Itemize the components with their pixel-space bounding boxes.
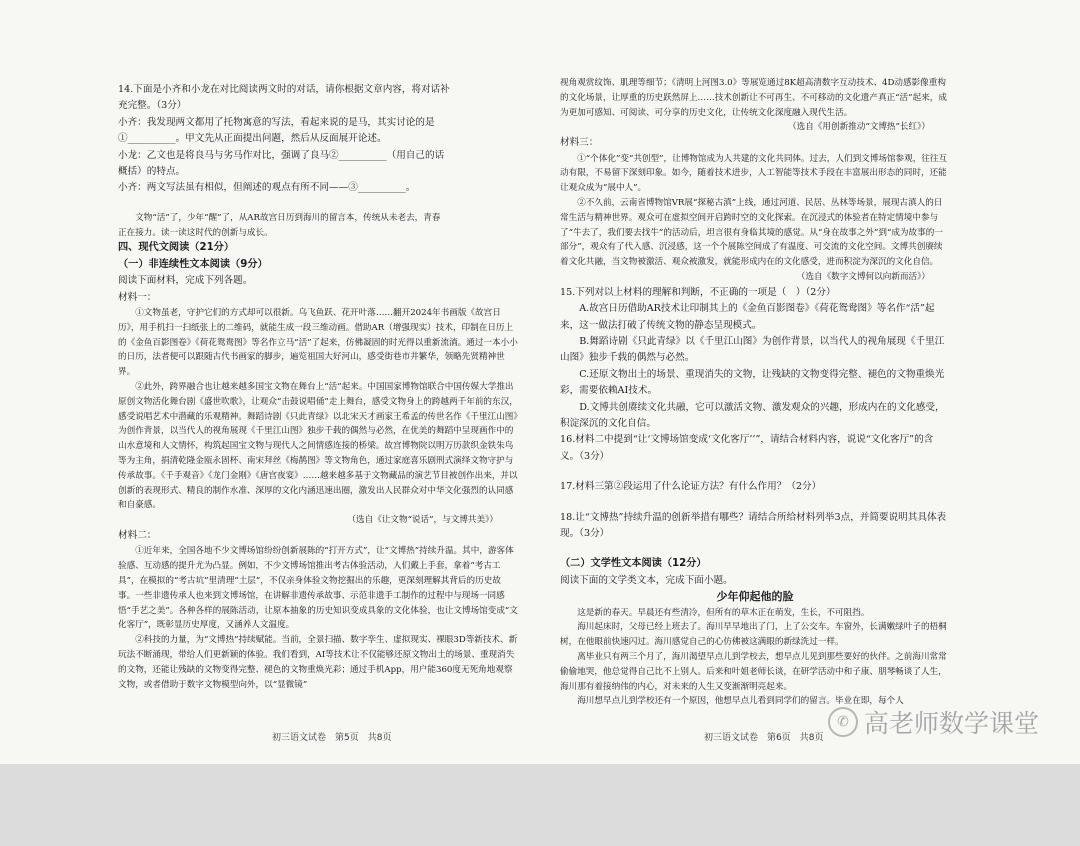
paragraph: ②科技的力量，为“文博热”持续赋能。当前，全景扫描、数字孪生、虚拟现实、裸眼3D等新技术、新玩法不断涌现，带给人们更新颖的体验。我们看到，AI等技术让不仅能够还原文物出土的场景、重现消失的文物，还能让残缺的文物变得完整、褪色的文物重焕光彩；通过手机App，用户能360度无死角地观察文物，或者借助于数字文物模型向外，以“显微镜”: [118, 635, 518, 690]
question-17: 17.材料三第②段运用了什么论证方法？有什么作用？（2分）: [560, 481, 822, 493]
q14-line: 小龙：乙文也是将良马与劣马作对比，强调了良马②__________（用自己的话: [118, 149, 445, 161]
material-3: [560, 152, 950, 285]
question-14: [118, 82, 518, 197]
q15-option: A.故宫日历借助AR技术让印制其上的《金鱼百影图卷》《荷花鸳鸯图》等名作“活”起来，这一做法打破了传统文物的静态呈现模式。: [560, 303, 935, 331]
section-intro: 文物“活”了，少年“醒”了，从AR故宫日历到海川的留言本，传统从未老去，青春 正在接力。读一读这时代的创新与成长。: [118, 212, 441, 238]
question-18: 18.让“文博热”持续升温的创新举措有哪些？请结合所给材料列举3点，并简要说明其具体表现。（3分）: [560, 511, 947, 540]
q14-line: 小齐：两文写法虽有相似，但阐述的观点有所不同——③__________。: [118, 182, 416, 194]
section-title: 四、现代文阅读（21分）: [118, 242, 235, 254]
paragraph: 视角观赏纹饰、肌理等细节；《清明上河图3.0》等展览通过8K超高清数字互动技术、4D动感影像重构的文化场景，让厚重的历史跃然屏上……技术创新让不可再生、不可移动的文化遗产真正“活”起来，成为更加可感知、可阅读、可分享的历史文化，让传统文化深度融入现代生活。: [560, 78, 947, 118]
material-title: 材料一：: [118, 291, 157, 303]
story-title: 少年仰起他的脸: [716, 590, 794, 604]
page-footer-left: 初三语文试卷 第5页 共8页: [272, 733, 392, 743]
watermark-text: 高老师数学课堂: [864, 709, 1040, 738]
q14-line: 14.下面是小齐和小龙在对比阅读两文时的对话，请你根据文章内容，将对话补: [118, 84, 450, 95]
material-1: [118, 306, 518, 528]
q15-option: D.文博共创赓续文化共融，它可以激活文物、激发观众的兴趣，形成内在的文化感受，积淀深沉的文化自信。: [560, 401, 945, 430]
paragraph: ①文物虽老，守护它们的方式却可以很新。乌飞鱼跃、花开叶落……翻开2024年书画版《故宫日历》，用手机扫一扫纸张上的二维码，就能生成一段三维动画。借助AR（增强现实）技术，印制在日历上的《金鱼百影图卷》《荷花鸳鸯图》等名作立马“活”了起来，仿佛凝固的时光得以重新流淌。通过一本小小的日历，法者便可以跟随古代书画家的脚步，遍览祖国大好河山，感受街巷市井繁华，领略先贤精神世界。: [118, 308, 518, 378]
q15-option: C.还原文物出土的场景、重现消失的文物，让残缺的文物变得完整、褪色的文物重焕光彩，需要依赖AI技术。: [560, 368, 945, 397]
watermark: [828, 700, 1068, 744]
question-16: 16.材料二中提到“让‘文博场馆变成‘文化客厅’’”，请结合材料内容，说说“文化客厅”的含义。（3分）: [560, 434, 934, 462]
material-title: 材料二：: [118, 530, 157, 542]
q14-line: 概括）的特点。: [118, 166, 186, 178]
source-note: （选自《用创新推动“文博热”长红》）: [788, 122, 930, 133]
paragraph: 海川想早点儿到学校还有一个原因，他想早点儿看到同学们的留言。毕业在即，每个人: [577, 696, 904, 707]
q14-line: ①__________。甲文先从正面提出问题，然后从反面展开论述。: [118, 133, 387, 145]
paragraph: 海川起床时，父母已经上班去了。海川早早地出了门，上了公交车。车窗外，长满嫩绿叶子的梧桐树，在他眼前快速闪过。海川感觉自己的心仿佛被这满眼的新绿洗过一样。: [560, 622, 947, 648]
wechat-logo-icon: ✆: [828, 707, 858, 737]
story-body: [560, 606, 950, 710]
q14-line: 小齐：我发现两文都用了托物寓意的写法，看起来说的是马，其实讨论的是: [118, 116, 435, 128]
instruction: 阅读下面材料，完成下列各题。: [118, 275, 253, 287]
paragraph: ①“个体化”变“共创型”，让博物馆成为人共建的文化共同体。过去，人们到文博场馆参观，往往互动有限，不易留下深刻印象。如今，随着技术进步，人工智能等技术手段在丰富展出形态的同时，还能让观众成为“展中人”。: [560, 153, 948, 194]
q15-stem: 15.下列对以上材料的理解和判断，不正确的一项是（ ）（2分）: [560, 286, 836, 298]
subsection-title: （一）非连续性文本阅读（9分）: [118, 258, 268, 270]
material-2: [118, 544, 518, 692]
source-note: （选自《数字文博何以向新而活》）: [796, 271, 930, 282]
instruction: 阅读下面的文学类文本，完成下面小题。: [560, 574, 733, 586]
page-footer-right: 初三语文试卷 第6页 共8页: [704, 733, 824, 743]
paragraph: 这是新的春天。早晨还有些清冷，但所有的草木正在萌发，生长，不可阻挡。: [577, 607, 870, 618]
paragraph: ②不久前，云南省博物馆VR展“探秘古滇”上线，通过河道、民居、丛林等场景，展现古滇人的日常生活与精神世界。观众可在虚拟空间开启跨时空的文化探索。在沉浸式的体验者在特定情境中参与了“牛去了，我们要去找牛”的活动后，坦言很有身临其境的感觉。从“身在故事之外”到“成为故事的一部分”，观众有了代入感、沉浸感，这一个个展陈空间成了有温度、可交流的文化空间。文博共创赓续着文化共融，当文物被激活、观众被激发，就能形成内在的文化感受，进而积淀为深沉的文化自信。: [560, 197, 943, 268]
question-15: [560, 285, 950, 433]
material-title: 材料三：: [560, 137, 599, 149]
paragraph: ②此外，跨界融合也让越来越多国宝文物在舞台上“活”起来。中国国家博物馆联合中国传媒大学推出原创文物活化舞台剧《盛世吹歌》，让观众“击鼓说唱俑”走上舞台，感受文物身上的跨越两千年前的东汉，感受说唱艺术中潜藏的乐观精神。舞蹈诗剧《只此青绿》以北宋天才画家王希孟的传世名作《千里江山图》为创作背景，以当代人的视角展现《千里江山图》独步千载的偶然与必然，在优美的舞蹈中呈现画作中的山水意境和人文情怀，构筑起国宝文物与现代人之间情感连接的桥梁。故宫博物院以明万历款织金铁朱鸟等为主角，捐清乾隆金瓯永固杯、南宋拜丝《梅鹊图》等文物角色，通过家庭喜乐剧刑式演绎文物守护与传承故事。《千手观音》《龙门金刚》《唐宫夜宴》……越来越多基于文物藏品的演艺节目被创作出来，并以创新的表现形式、精良的制作水准、深厚的文化内涵迅速出圈，激发出人民群众对中华文化强烈的认同感和自豪感。: [118, 382, 518, 511]
subsection-title: （二）文学性文本阅读（12分）: [560, 558, 707, 570]
source-note: （选自《让文物“说话”，与文博共美》）: [347, 515, 498, 526]
paragraph: ①近年来，全国各地不少文博场馆纷纷创新展陈的“打开方式”，让“文博热”持续升温。其中，游客体验感、互动感的提升尤为凸显。例如，不少文博场馆推出考古体验活动，人们戴上手套，拿着“考古工具”，在模拟的“考古坑”里清理“土层”，不仅亲身体验文物挖掘出的乐趣，更深刻理解其背后的历史故事。一些非遗传承人也来到文博场馆，在讲解非遗传承故事、示范非遗手工制作的过程中与现场一同感悟“手艺之美”。各种各样的展陈活动，让原本抽象的历史知识变成具象的文化体验，也让文博场馆变成“文化客厅”，既彰显历史厚度，又涵养人文温度。: [118, 546, 518, 631]
material-2-continued: [560, 76, 950, 135]
paragraph: 离毕业只有两三个月了，海川渴望早点儿到学校去，想早点儿见到那些要好的伙伴。之前海川常常偷偷地哭，他总觉得自己比不上别人。后来和叶姐老师长谈，在研学活动中和子康、朋琴畅谈了人生，海川那有着接纳伟的内心，对未来的人生又变渐渐明亮起来。: [560, 652, 947, 692]
q14-line: 充完整。（3分）: [118, 100, 187, 112]
q15-option: B.舞蹈诗剧《只此青绿》以《千里江山图》为创作背景，以当代人的视角展现《千里江山图》独步千载的偶然与必然。: [560, 335, 945, 364]
